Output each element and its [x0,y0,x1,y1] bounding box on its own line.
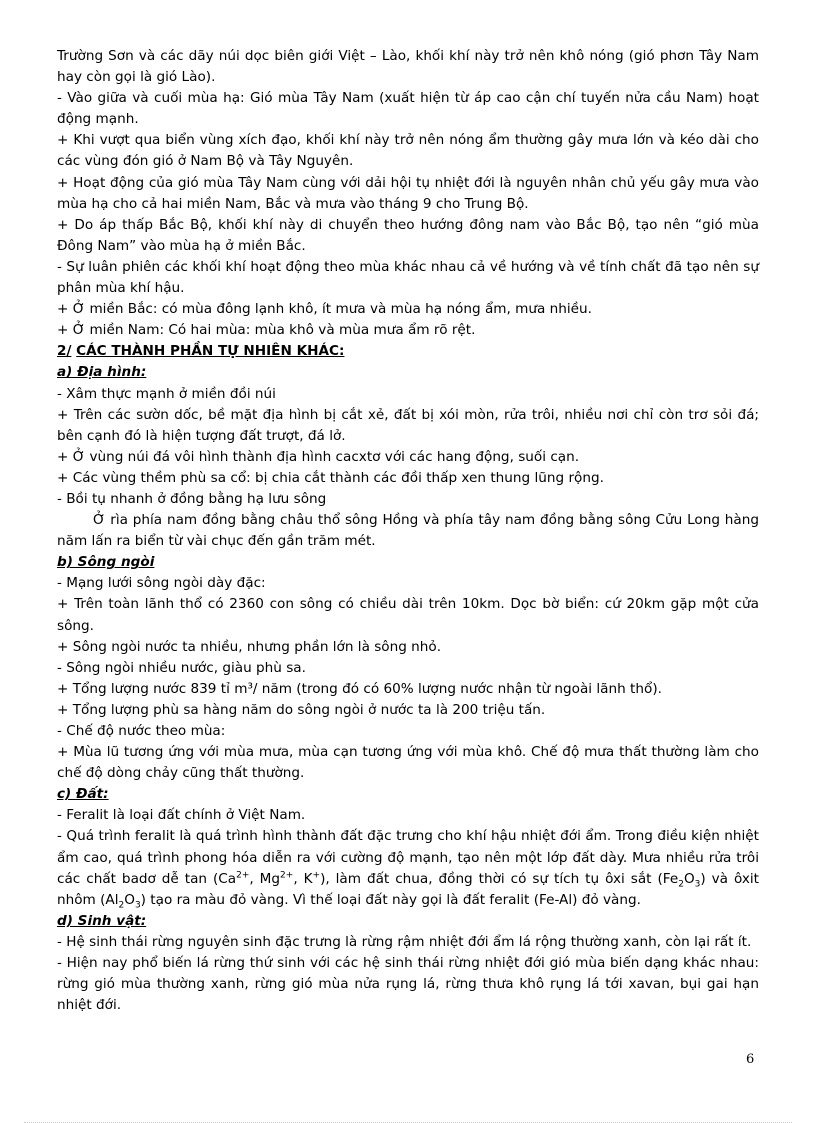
paragraph: + Mùa lũ tương ứng với mùa mưa, mùa cạn tương ứng với mùa khô. Chế độ mưa thất thường làm cho chế độ dòng chảy cũng thất thường. [57,744,759,782]
paragraph: + Tổng lượng phù sa hàng năm do sông ngòi ở nước ta là 200 triệu tấn. [57,701,546,718]
paragraph: + Trên các sườn dốc, bề mặt địa hình bị cắt xẻ, đất bị xói mòn, rửa trôi, nhiều nơi chỉ còn trơ sỏi đá; bên cạnh đó là hiện tượng đất trượt, đá lở. [57,406,759,444]
paragraph: + Ở miền Nam: Có hai mùa: mùa khô và mùa mưa ẩm rõ rệt. [57,322,476,339]
section-heading [57,341,759,362]
subsection-heading-rivers: b) Sông ngòi [57,554,155,571]
paragraph: Trường Sơn và các dãy núi dọc biên giới Việt – Lào, khối khí này trở nên khô nóng (gió phơn Tây Nam hay còn gọi là gió Lào). [57,48,759,86]
subsection-heading-soil: c) Đất: [57,786,109,803]
subsection-heading-biota: d) Sinh vật: [57,912,147,929]
section-title: CÁC THÀNH PHẦN TỰ NHIÊN KHÁC: [76,343,345,360]
paragraph: - Xâm thực mạnh ở miền đồi núi [57,385,276,402]
paragraph: - Chế độ nước theo mùa: [57,723,226,739]
paragraph: - Mạng lưới sông ngòi dày đặc: [57,575,266,592]
paragraph: - Hiện nay phổ biến lá rừng thứ sinh với các hệ sinh thái rừng nhiệt đới gió mùa biến dạng khác nhau: rừng gió mùa thường xanh, rừng gió mùa nửa rụng lá, rừng thưa khô rụng lá tới xavan, bụi gai hạn nhiệt đới. [57,955,759,1014]
paragraph: + Các vùng thềm phù sa cổ: bị chia cắt thành các đồi thấp xen thung lũng rộng. [57,469,604,486]
paragraph: + Tổng lượng nước 839 tỉ m³/ năm (trong đó có 60% lượng nước nhận từ ngoài lãnh thổ). [57,680,662,697]
page-number: 6 [746,1052,755,1067]
paragraph: - Vào giữa và cuối mùa hạ: Gió mùa Tây Nam (xuất hiện từ áp cao cận chí tuyến nửa cầu Nam) hoạt động mạnh. [57,90,759,128]
paragraph: + Sông ngòi nước ta nhiều, nhưng phần lớn là sông nhỏ. [57,638,442,655]
paragraph: Ở rìa phía nam đồng bằng châu thổ sông Hồng và phía tây nam đồng bằng sông Cửu Long hàng năm lấn ra biển từ vài chục đến gần trăm mét. [57,512,759,550]
paragraph: - Feralit là loại đất chính ở Việt Nam. [57,807,306,824]
document-page [57,46,759,1016]
paragraph-feralit: - Quá trình feralit là quá trình hình thành đất đặc trưng cho khí hậu nhiệt đới ẩm. Trong điều kiện nhiệt ẩm cao, quá trình phong hóa diễn ra với cường độ mạnh, tạo nên một lớp đất dày. Mưa nhiều rửa trôi các chất badơ dễ $\tan (Ca^{2+}$, $Mg^{2+}$, K+), làm đất chua, đồng thời có sự tích tụ ôxi sắt $(Fe_2O_3)$ và ôxit nhôm $(Al_2O_3)$ tạo ra màu đỏ vàng. Vì thế loại đất này gọi là đất feralit (Fe-Al) đỏ vàng. [57,828,760,911]
paragraph: - Sự luân phiên các khối khí hoạt động theo mùa khác nhau cả về hướng và về tính chất đã tạo nên sự phân mùa khí hậu. [57,258,759,297]
section-number: 2/ [57,343,72,360]
subsection-heading-terrain: a) Địa hình: [57,364,147,381]
paragraph: + Hoạt động của gió mùa Tây Nam cùng với dải hội tụ nhiệt đới là nguyên nhân chủ yếu gây mưa vào mùa hạ cho cả hai miền Nam, Bắc và mưa vào tháng 9 cho Trung Bộ. [57,174,759,212]
paragraph: - Hệ sinh thái rừng nguyên sinh đặc trưng là rừng rậm nhiệt đới ẩm lá rộng thường xanh, còn lại rất ít. [57,933,752,950]
paragraph: + Do áp thấp Bắc Bộ, khối khí này di chuyển theo hướng đông nam vào Bắc Bộ, tạo nên “gió mùa Đông Nam” vào mùa hạ ở miền Bắc. [57,216,759,254]
paragraph: - Sông ngòi nhiều nước, giàu phù sa. [57,659,306,676]
paragraph: + Ở vùng núi đá vôi hình thành địa hình cacxtơ với các hang động, suối cạn. [57,448,580,465]
paragraph: + Trên toàn lãnh thổ có 2360 con sông có chiều dài trên 10km. Dọc bờ biển: cứ 20km gặp một cửa sông. [57,596,759,634]
paragraph: - Bồi tụ nhanh ở đồng bằng hạ lưu sông [57,490,327,507]
paragraph: + Ở miền Bắc: có mùa đông lạnh khô, ít mưa và mùa hạ nóng ẩm, mưa nhiều. [57,301,592,318]
paragraph: + Khi vượt qua biển vùng xích đạo, khối khí này trở nên nóng ẩm thường gây mưa lớn và kéo dài cho các vùng đón gió ở Nam Bộ và Tây Nguyên. [57,132,759,170]
